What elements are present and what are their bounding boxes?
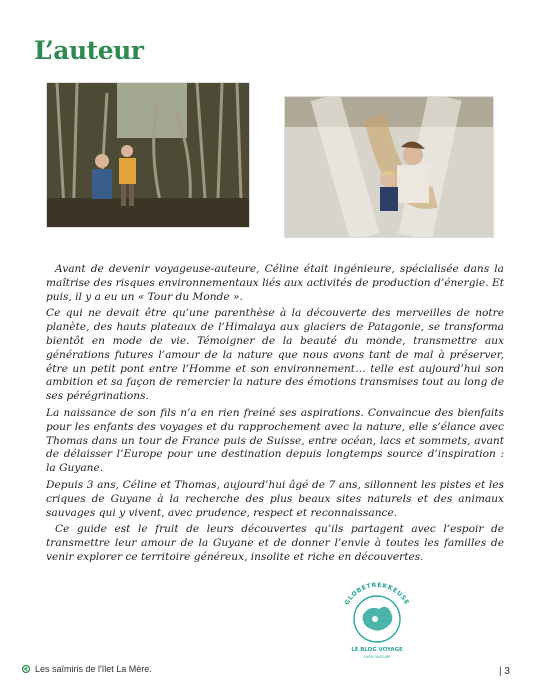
photo-jungle-roots-art [47,83,249,227]
bio-paragraph-5: Ce guide est le fruit de leurs découvertes qu’ils partagent avec l’espoir de transmettre leur amour de la Guyane et de donner l’envie à toutes les familles de venir explorer ce territoire généreux, insolite et riche en découvertes. [46,523,504,563]
author-bio [46,263,504,568]
photo-hammock [284,96,494,238]
photo-hammock-art [285,97,493,237]
logo-line-1: LE BLOG VOYAGE [351,647,403,653]
globetrekkeuse-logo-art [333,575,421,663]
bio-paragraph-4: Depuis 3 ans, Céline et Thomas, aujourd’hui âgé de 7 ans, sillonnent les pistes et les criques de Guyane à la recherche des plus beaux sites naturels et des animaux sauvages qui y vivent, avec prudence, respect et reconnaissance. [46,478,504,519]
page-title: L’auteur [34,36,144,65]
photo-jungle-roots [46,82,250,228]
bio-paragraph-2: Ce qui ne devait être qu’une parenthèse à la découverte des merveilles de notre planète, des hauts plateaux de l’Himalaya aux glaciers de Patagonie, se transforma bientôt en mode de vie. Témoigner de la beauté du monde, transmettre aux générations futures l’amour de la nature que nous avons tant de mal à préserver, être un petit pont entre l’Homme et son environnement… telle est aujourd’hui son ambition et sa façon de remercier la nature des émotions transmises tout au long de ses pérégrinations. [46,307,504,403]
page-number: | 3 [499,666,510,677]
logo-line-2: 100% NATURE [363,654,391,659]
globetrekkeuse-logo [333,575,421,663]
photo-caption [22,664,152,674]
caption-arrow-icon [22,665,30,673]
svg-text:GLOBETREKKEUSE [344,582,411,606]
caption-text: Les saïmiris de l'îlet La Mère. [35,664,152,674]
bio-paragraph-1: Avant de devenir voyageuse-auteure, Céline était ingénieure, spécialisée dans la maîtrise des risques environnementaux liés aux activités de production d’énergie. Et puis, il y a eu un « Tour du Monde ». [46,263,504,303]
bio-paragraph-3: La naissance de son fils n’a en rien freiné ses aspirations. Convaincue des bienfaits pour les enfants des voyages et du rapprochement avec la nature, elle s’élance avec Thomas dans un tour de France puis de Suisse, entre océan, lacs et sommets, avant de délaisser l’Europe pour une destination depuis longtemps source d’inspiration : la Guyane. [46,406,504,475]
logo-arc-text: GLOBETREKKEUSE [343,581,411,607]
